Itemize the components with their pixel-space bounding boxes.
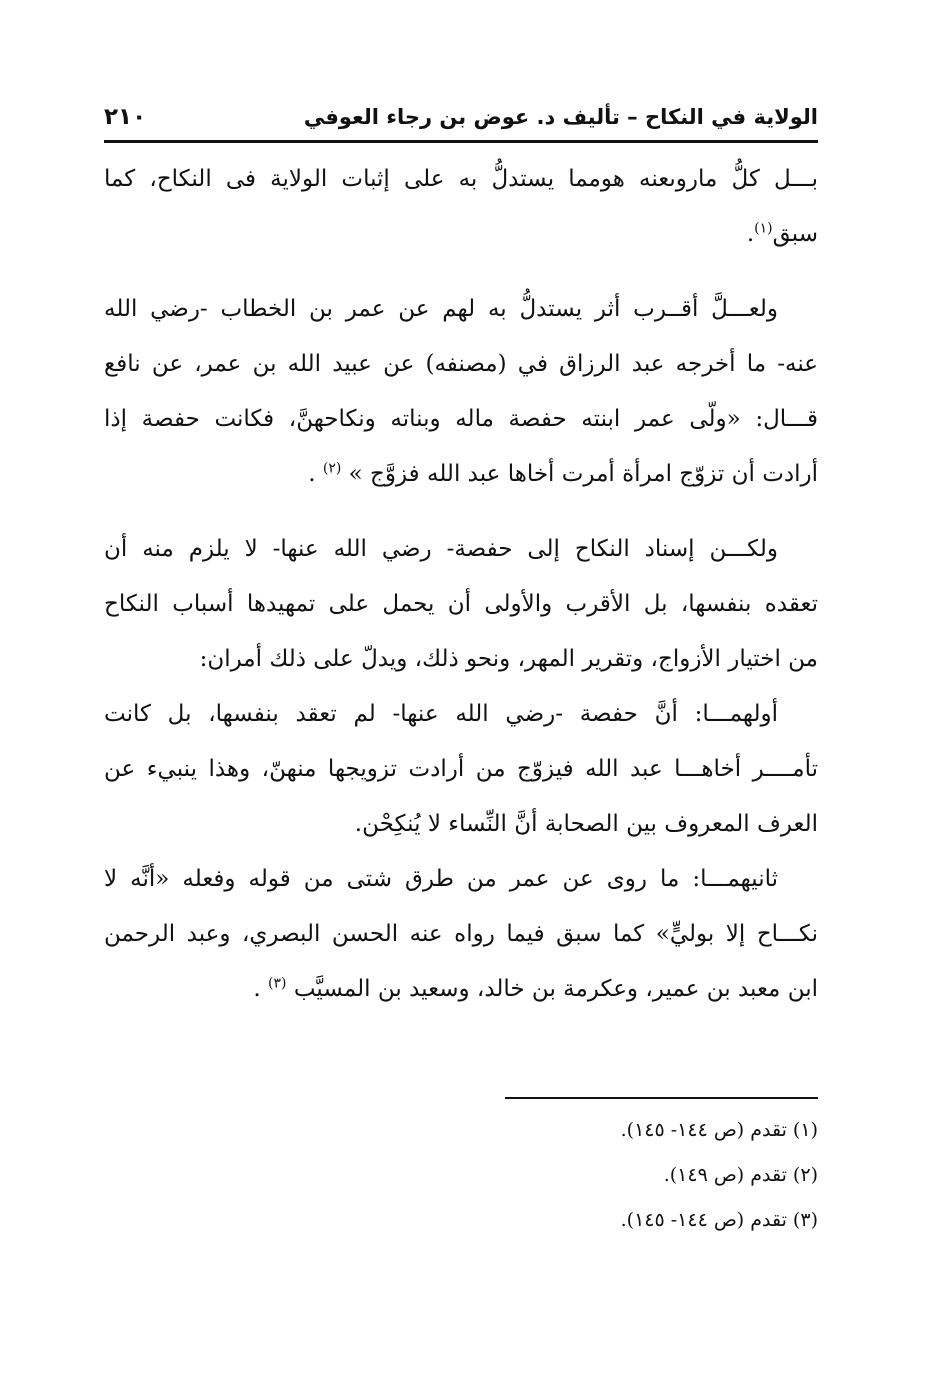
footnote-item: (١) تقدم (ص ١٤٤- ١٤٥). — [620, 1119, 818, 1141]
text-line: عنه- ما أخرجه عبد الرزاق في (مصنفه) عن عبيد الله بن عمر، عن نافع — [104, 351, 818, 377]
text-line — [104, 962, 818, 1017]
paragraph-3 — [104, 522, 818, 687]
text-line: قـــال: «ولّى عمر ابنته حفصة ماله وبناته ونكاحهنَّ، فكانت حفصة إذا — [104, 406, 818, 432]
text-line: تأمــــر أخاهـــا عبد الله فيزوّج من أرادت تزويجها منهنّ، وهذا ينبيء عن — [104, 756, 818, 782]
text-line: ولكـــن إسناد النكاح إلى حفصة- رضي الله عنها- لا يلزم منه أن — [104, 536, 778, 562]
page-number: ٢١٠ — [104, 104, 147, 130]
footnote-separator — [505, 1097, 818, 1099]
text-line: ولعـــلَّ أقــرب أثر يستدلُّ به لهم عن عمر بن الخطاب -رضي الله — [104, 296, 778, 322]
header-title: الولاية في النكاح – تأليف د. عوض بن رجاء العوفي — [303, 105, 818, 129]
running-header — [104, 100, 818, 143]
line-end: . — [746, 221, 755, 247]
text-line: نكـــاح إلا بوليٍّ» كما سبق فيما رواه عنه الحسن البصري، وعبد الرحمن — [104, 921, 818, 947]
text-line — [104, 447, 818, 502]
text-line: أولهمـــا: أنَّ حفصة -رضي الله عنها- لم تعقد بنفسها، بل كانت — [104, 701, 778, 727]
text-line: من اختيار الأزواج، وتقرير المهر، ونحو ذلك، ويدلّ على ذلك أمران: — [199, 646, 818, 672]
footnotes — [104, 1108, 818, 1243]
paragraph-5 — [104, 852, 818, 1017]
line-text: أرادت أن تزوّج امرأة أمرت أخاها عبد الله فزوَّج » — [348, 461, 818, 487]
line-end: . — [308, 461, 316, 487]
footnote-ref[interactable]: (١) — [754, 220, 773, 237]
text-line: ثانيهمـــا: ما روى عن عمر من طرق شتى من قوله وفعله «أنَّه لا — [104, 866, 778, 892]
text-line: تعقده بنفسها، بل الأقرب والأولى أن يحمل على تمهيدها أسباب النكاح — [104, 591, 818, 617]
footnote-item: (٣) تقدم (ص ١٤٤- ١٤٥). — [620, 1209, 818, 1231]
footnote-ref[interactable]: (٢) — [322, 460, 342, 477]
line-text: ابن معبد بن عمير، وعكرمة بن خالد، وسعيد بن المسيَّب — [293, 976, 818, 1002]
line-text: سبق — [772, 221, 818, 247]
footnote-ref[interactable]: (٣) — [268, 975, 287, 992]
page-body — [104, 152, 818, 1017]
text-line — [104, 207, 818, 262]
paragraph-2 — [104, 282, 818, 502]
text-line: بـــل كلُّ ماروىعنه هومما يستدلُّ به على إثبات الولاية فى النكاح، كما — [104, 166, 818, 192]
paragraph-1 — [104, 152, 818, 262]
text-line: العرف المعروف بين الصحابة أنَّ النِّساء لا يُنكِحْن. — [354, 811, 818, 837]
paragraph-4 — [104, 687, 818, 852]
line-end: . — [253, 976, 261, 1002]
footnote-item: (٢) تقدم (ص ١٤٩). — [663, 1164, 818, 1186]
